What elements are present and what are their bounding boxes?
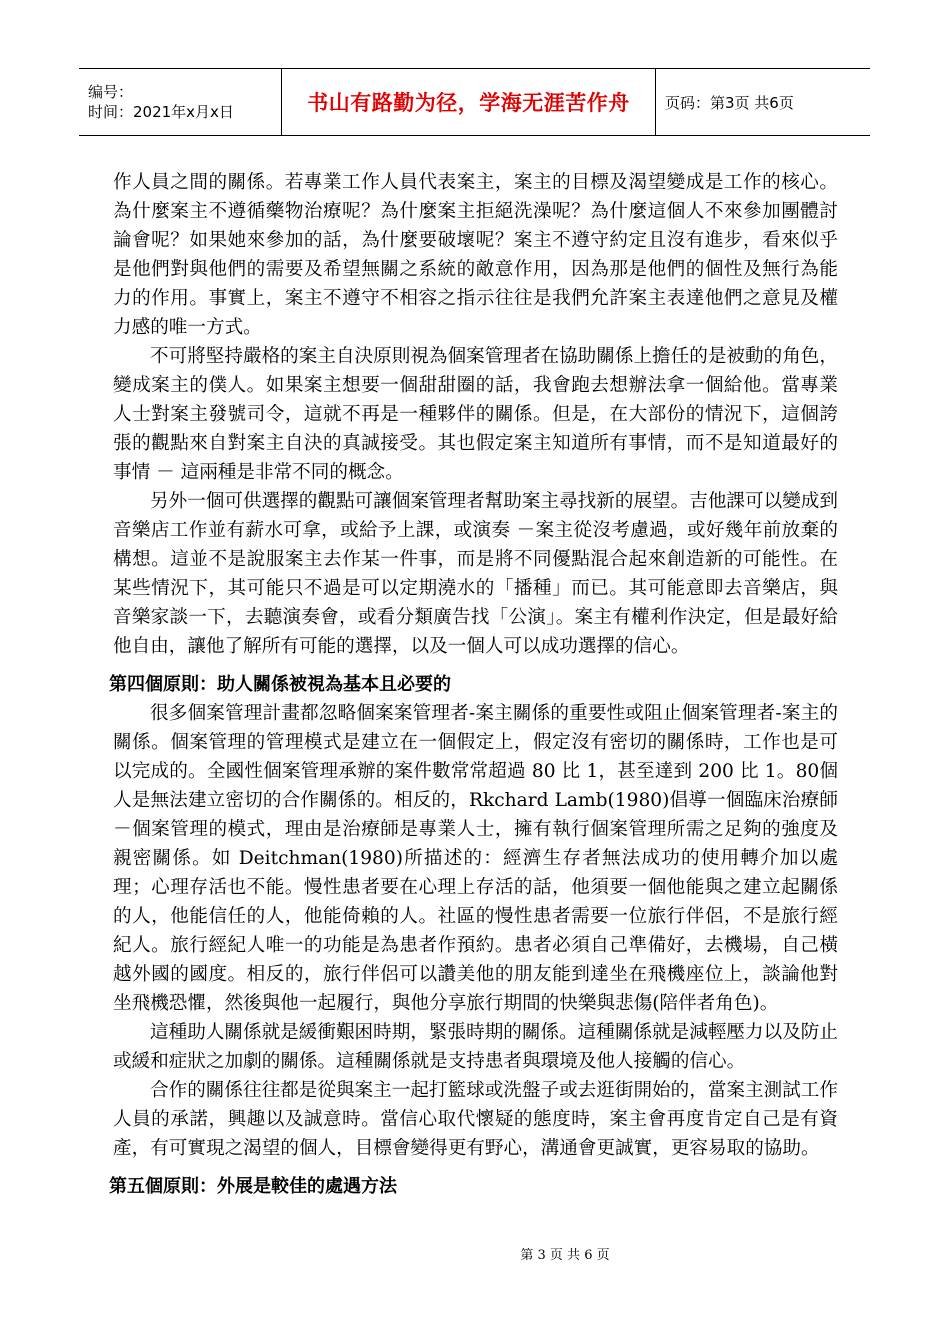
header-meta [79,69,282,135]
page-footer: 第 3 页 共 6 页 [520,1248,610,1263]
document-body [109,168,838,1201]
page-header [79,68,870,136]
paragraph-5: 這種助人關係就是緩衝艱困時期，緊張時期的關係。這種關係就是減輕壓力以及防止或緩和症狀之加劇的關係。這種關係就是支持患者與環境及他人接觸的信心。 [113,1022,838,1072]
paragraph-6: 合作的關係往往都是從與案主一起打籃球或洗盤子或去逛街開始的，當案主測試工作人員的承諾，興趣以及誠意時。當信心取代懷疑的態度時，案主會再度肯定自己是有資產，有可實現之渴望的個人，目標會變得更有野心，溝通會更誠實，更容易取的協助。 [113,1080,838,1159]
document-date: 时间：2021年x月x日 [88,103,234,121]
paragraph-2: 不可將堅持嚴格的案主自決原則視為個案管理者在協助關係上擔任的是被動的角色，變成案主的僕人。如果案主想要一個甜甜圈的話，我會跑去想辦法拿一個給他。當專業人士對案主發號司令，這就不再是一種夥伴的關係。但是，在大部份的情況下，這個誇張的觀點來自對案主自決的真誠接受。其也假定案主知道所有事情，而不是知道最好的事情 － 這兩種是非常不同的概念。 [113,346,838,483]
section-heading-principle-4: 第四個原則：助人關係被視為基本且必要的 [109,674,451,695]
paragraph-1: 作人員之間的關係。若專業工作人員代表案主，案主的目標及渴望變成是工作的核心。為什麼案主不遵循藥物治療呢？為什麼案主拒絕洗澡呢？為什麼這個人不來參加團體討論會呢？如果她來參加的話，為什麼要破壞呢？案主不遵守約定且沒有進步，看來似乎是他們對與他們的需要及希望無關之系統的敵意作用，因為那是他們的個性及無行為能力的作用。事實上，案主不遵守不相容之指示往往是我們允許案主表達他們之意見及權力感的唯一方式。 [113,172,838,338]
paragraph-4: 很多個案管理計畫都忽略個案案管理者-案主關係的重要性或阻止個案管理者-案主的關係。個案管理的管理模式是建立在一個假定上，假定沒有密切的關係時，工作也是可以完成的。全國性個案管理承辦的案件數常常超過 80 比 1，甚至達到 200 比 1。80個人是無法建立密切的合作關係的。相反的，Rkchard Lamb(1980)倡導一個臨床治療師－個案管理的模式，理由是治療師是專業人士，擁有執行個案管理所需之足夠的強度及親密關係。如 Deitchman(1980)所描述的：經濟生存者無法成功的使用轉介加以處理；心理存活也不能。慢性患者要在心理上存活的話，他須要一個他能與之建立起關係的人，他能信任的人，他能倚賴的人。社區的慢性患者需要一位旅行伴侶，不是旅行經紀人。旅行經紀人唯一的功能是為患者作預約。患者必須自己準備好，去機場，自己橫越外國的國度。相反的，旅行伴侶可以讚美他的朋友能到達坐在飛機座位上，談論他對坐飛機恐懼，然後與他一起履行，與他分享旅行期間的快樂與悲傷(陪伴者角色)。 [113,703,838,1014]
header-motto: 书山有路勤为径，学海无涯苦作舟 [282,69,656,135]
section-heading-principle-5: 第五個原則：外展是較佳的處遇方法 [109,1176,397,1197]
paragraph-3: 另外一個可供選擇的觀點可讓個案管理者幫助案主尋找新的展望。吉他課可以變成到音樂店工作並有薪水可拿，或給予上課，或演奏 －案主從沒考慮過，或好幾年前放棄的構想。這並不是說服案主去作某一件事，而是將不同優點混合起來創造新的可能性。在某些情況下，其可能只不過是可以定期澆水的「播種」而已。其可能意即去音樂店，與音樂家談一下，去聽演奏會，或看分類廣告找「公演」。案主有權利作決定，但是最好給他自由，讓他了解所有可能的選擇，以及一個人可以成功選擇的信心。 [113,491,838,657]
header-page-info: 页码：第3页 共6页 [665,93,794,112]
document-number-label: 编号： [88,83,134,101]
